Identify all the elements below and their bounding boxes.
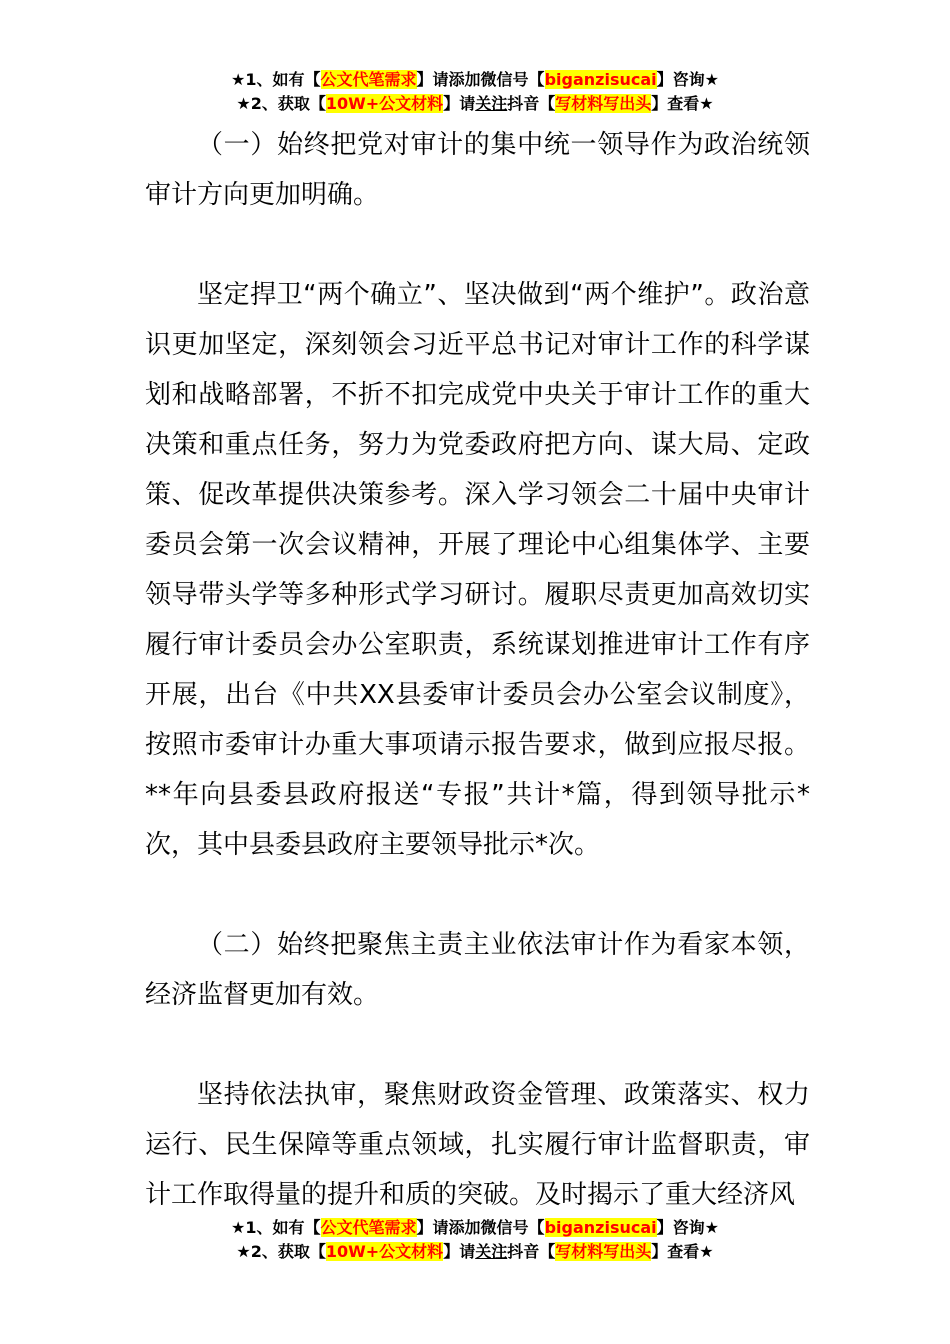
promo-highlight: 公文代笔需求 <box>320 1218 417 1237</box>
footer-promo-banner <box>0 1216 950 1264</box>
promo-line-2: ★2、获取【10W+公文材料】请关注抖音【写材料写出头】查看★ <box>236 94 714 113</box>
promo-douyin-id: 写材料写出头 <box>555 1242 652 1261</box>
body-paragraph-2: 坚持依法执审，聚焦财政资金管理、政策落实、权力运行、民生保障等重点领域，扎实履行审计监督职责，审计工作取得量的提升和质的突破。及时揭示了重大经济风 <box>145 1080 810 1210</box>
promo-highlight: 10W+公文材料 <box>325 94 444 113</box>
promo-douyin-id: 写材料写出头 <box>555 94 652 113</box>
section-heading-1: （一）始终把党对审计的集中统一领导作为政治统领审计方向更加明确。 <box>145 130 810 210</box>
promo-wechat-id: biganzisucai <box>544 1218 657 1237</box>
header-promo-banner <box>0 68 950 116</box>
document-body <box>145 120 810 1220</box>
promo-line-1: ★1、如有【公文代笔需求】请添加微信号【biganzisucai】咨询★ <box>231 1218 719 1237</box>
section-heading-2: （二）始终把聚焦主责主业依法审计作为看家本领，经济监督更加有效。 <box>145 930 810 1010</box>
promo-highlight: 10W+公文材料 <box>325 1242 444 1261</box>
promo-line-1: ★1、如有【公文代笔需求】请添加微信号【biganzisucai】咨询★ <box>231 70 719 89</box>
body-paragraph-1: 坚定捍卫“两个确立”、坚决做到“两个维护”。政治意识更加坚定，深刻领会习近平总书记对审计工作的科学谋划和战略部署，不折不扣完成党中央关于审计工作的重大决策和重点任务，努力为党委政府把方向、谋大局、定政策、促改革提供决策参考。深入学习领会二十届中央审计委员会第一次会议精神，开展了理论中心组集体学、主要领导带头学等多种形式学习研讨。履职尽责更加高效切实履行审计委员会办公室职责，系统谋划推进审计工作有序开展，出台《中共XX县委审计委员会办公室会议制度》，按照市委审计办重大事项请示报告要求，做到应报尽报。**年向县委县政府报送“专报”共计*篇，得到领导批示*次，其中县委县政府主要领导批示*次。 <box>145 280 810 860</box>
promo-highlight: 公文代笔需求 <box>320 70 417 89</box>
promo-line-2: ★2、获取【10W+公文材料】请关注抖音【写材料写出头】查看★ <box>236 1242 714 1261</box>
promo-wechat-id: biganzisucai <box>544 70 657 89</box>
